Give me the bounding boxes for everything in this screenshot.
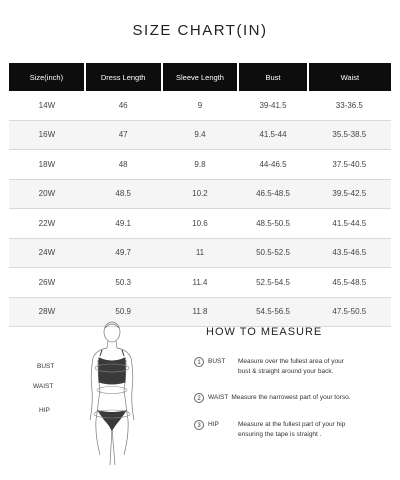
table-cell: 47	[85, 120, 162, 150]
table-cell: 9.8	[162, 150, 239, 180]
step-line1: Measure over the fullest area of your	[238, 358, 344, 365]
table-cell: 24W	[9, 238, 85, 268]
header-sleeve-length: Sleeve Length	[162, 63, 239, 91]
step-label: WAIST	[208, 394, 229, 401]
table-cell: 20W	[9, 179, 85, 209]
step-line2: ensuring the tape is straight .	[238, 431, 322, 438]
table-cell: 22W	[9, 209, 85, 239]
table-row	[9, 238, 391, 268]
table-cell: 37.5-40.5	[308, 150, 391, 180]
step-label: HIP	[208, 421, 219, 428]
table-cell: 16W	[9, 120, 85, 150]
table-cell: 44-46.5	[238, 150, 307, 180]
body-outline-icon	[60, 320, 160, 470]
table-row	[9, 268, 391, 298]
table-cell: 48.5	[85, 179, 162, 209]
table-cell: 10.6	[162, 209, 239, 239]
body-measure-figure	[33, 320, 160, 470]
table-cell: 50.9	[85, 297, 162, 327]
table-cell: 9	[162, 91, 239, 120]
step-description	[238, 357, 344, 377]
step-number: 3	[194, 420, 204, 430]
table-cell: 33-36.5	[308, 91, 391, 120]
step-number: 2	[194, 393, 204, 403]
header-waist: Waist	[308, 63, 391, 91]
table-cell: 11.8	[162, 297, 239, 327]
step-description: Measure the narrowest part of your torso.	[231, 394, 351, 401]
table-cell: 35.5-38.5	[308, 120, 391, 150]
table-cell: 11.4	[162, 268, 239, 298]
table-cell: 47.5-50.5	[308, 297, 391, 327]
size-chart-table	[9, 63, 391, 327]
measure-step-waist	[194, 393, 351, 403]
table-cell: 41.5-44.5	[308, 209, 391, 239]
header-dress-length: Dress Length	[85, 63, 162, 91]
step-label: BUST	[208, 358, 226, 365]
measure-step-bust	[194, 357, 344, 377]
table-cell: 49.1	[85, 209, 162, 239]
table-row	[9, 150, 391, 180]
step-number: 1	[194, 357, 204, 367]
table-cell: 10.2	[162, 179, 239, 209]
table-cell: 45.5-48.5	[308, 268, 391, 298]
label-waist: WAIST	[33, 383, 54, 390]
table-cell: 14W	[9, 91, 85, 120]
table-cell: 50.5-52.5	[238, 238, 307, 268]
table-cell: 39-41.5	[238, 91, 307, 120]
label-bust: BUST	[37, 363, 55, 370]
table-row	[9, 179, 391, 209]
table-cell: 46.5-48.5	[238, 179, 307, 209]
table-cell: 9.4	[162, 120, 239, 150]
table-cell: 50.3	[85, 268, 162, 298]
table-cell: 52.5-54.5	[238, 268, 307, 298]
table-cell: 48.5-50.5	[238, 209, 307, 239]
table-row	[9, 91, 391, 120]
step-description	[238, 420, 345, 440]
table-header-row	[9, 63, 391, 91]
table-row	[9, 120, 391, 150]
table-cell: 11	[162, 238, 239, 268]
page-title: SIZE CHART(IN)	[132, 22, 268, 39]
label-hip: HIP	[39, 407, 50, 414]
how-to-measure-title: HOW TO MEASURE	[206, 326, 323, 338]
table-cell: 39.5-42.5	[308, 179, 391, 209]
table-cell: 48	[85, 150, 162, 180]
header-bust: Bust	[238, 63, 307, 91]
table-cell: 54.5-56.5	[238, 297, 307, 327]
step-line2: bust & straight around your back.	[238, 368, 334, 375]
table-cell: 28W	[9, 297, 85, 327]
table-cell: 43.5-46.5	[308, 238, 391, 268]
table-cell: 41.5-44	[238, 120, 307, 150]
table-cell: 18W	[9, 150, 85, 180]
header-size: Size(inch)	[9, 63, 85, 91]
table-cell: 49.7	[85, 238, 162, 268]
measure-step-hip	[194, 420, 345, 440]
table-cell: 26W	[9, 268, 85, 298]
table-row	[9, 209, 391, 239]
step-line1: Measure at the fullest part of your hip	[238, 421, 346, 428]
table-cell: 46	[85, 91, 162, 120]
